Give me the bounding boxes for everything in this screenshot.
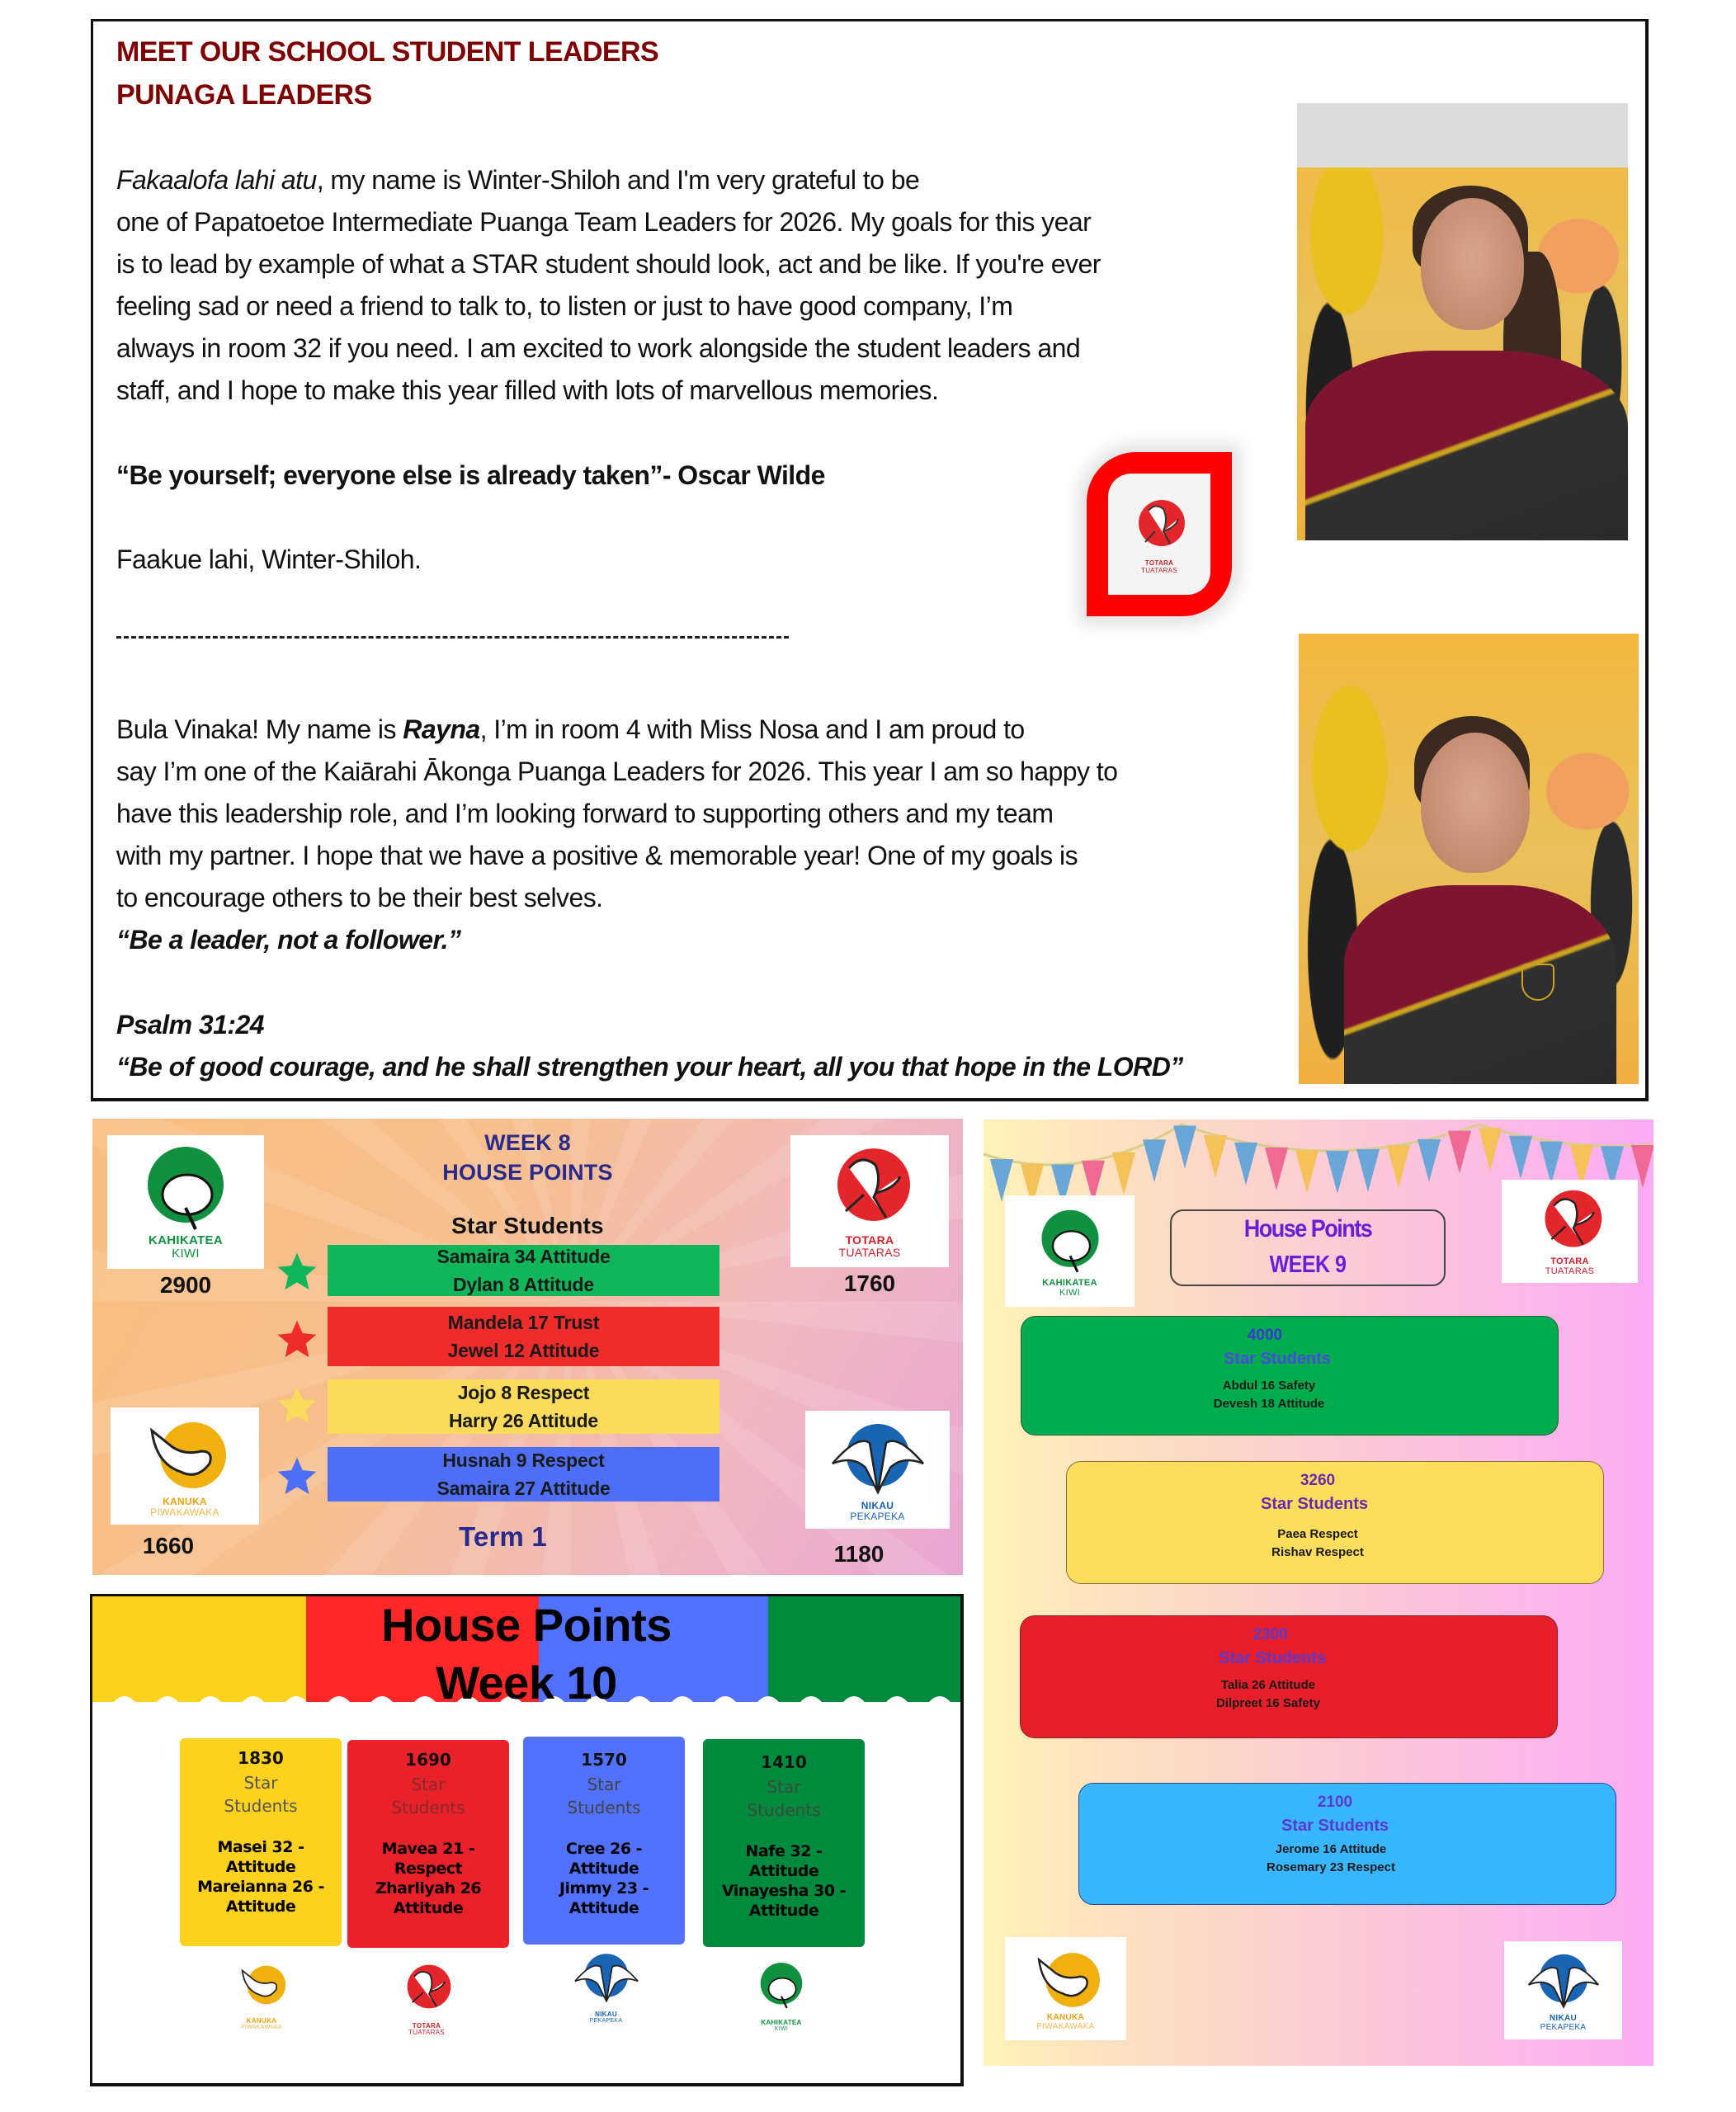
totara-logo-small <box>381 1959 472 2037</box>
fantail-icon <box>1025 1946 1107 2014</box>
text-label: 2100 <box>1317 1794 1353 1811</box>
text-label: Star <box>243 1773 278 1793</box>
text-label: Jerome 16 Attitude <box>1275 1842 1387 1856</box>
house-card-totara <box>1020 1615 1558 1738</box>
text-label: TOTARA <box>1144 559 1174 568</box>
text-label: Dilpreet 16 Safety <box>1216 1696 1320 1710</box>
text-label: Students <box>391 1798 465 1817</box>
leader1-line: always in room 32 if you need. I am excited to work alongside the student leaders and <box>116 333 1081 363</box>
text-label: Attitude <box>748 1862 819 1880</box>
bunting-flag <box>1509 1136 1532 1179</box>
kanuka-total: 1660 <box>142 1533 195 1558</box>
section-subheading: PUNAGA LEADERS <box>116 79 372 111</box>
leader2-line: say I’m one of the Kaiārahi Ākonga Puanga Leaders for 2026. This year I am so happy to <box>116 757 1118 786</box>
totara-house-badge <box>1087 452 1232 616</box>
bat-icon <box>1522 1949 1605 2015</box>
text-label: KIWI <box>1059 1287 1081 1298</box>
bunting-flag <box>1540 1142 1563 1185</box>
kanuka-logo-small <box>212 1956 311 2031</box>
bunting-flag <box>1356 1149 1380 1192</box>
bunting-flag <box>1173 1125 1196 1168</box>
text-label: 3260 <box>1300 1472 1336 1489</box>
totara-tuataras-logo <box>1502 1180 1638 1283</box>
kiwi-icon <box>136 1143 235 1234</box>
text-label: 4000 <box>1247 1327 1283 1344</box>
text-label: 2300 <box>1252 1626 1288 1643</box>
section-heading: MEET OUR SCHOOL STUDENT LEADERS <box>116 36 659 68</box>
text-label: KIWI <box>774 2026 789 2033</box>
star-students-bar <box>328 1379 719 1434</box>
kanuka-piwakawaka-logo <box>111 1407 259 1525</box>
text-label: KAHIKATEA <box>1042 1277 1097 1288</box>
star-icon <box>274 1249 320 1295</box>
text-label: PEKAPEKA <box>1540 2022 1587 2032</box>
text-label: NIKAU <box>595 2011 617 2018</box>
kahikatea-logo-small <box>736 1956 827 2033</box>
text-label: Mandela 17 Trust <box>447 1312 600 1333</box>
text-label: TUATARAS <box>1545 1266 1595 1276</box>
bunting-flag <box>1234 1143 1257 1186</box>
nikau-total: 1180 <box>833 1541 885 1567</box>
star-icon <box>274 1383 320 1429</box>
bunting-flag <box>1295 1150 1319 1193</box>
text-label: Cree 26 - <box>565 1840 643 1858</box>
house-card-kahikatea <box>703 1739 865 1947</box>
text-label: Students <box>567 1798 641 1817</box>
text-label: Attitude <box>568 1860 639 1878</box>
text-label: Bula Vinaka! My name is <box>116 714 403 744</box>
text-label: NIKAU <box>1549 2014 1578 2023</box>
text-label: Harry 26 Attitude <box>448 1410 599 1431</box>
leader1-line: is to lead by example of what a STAR student should look, act and be like. If you're ever <box>116 249 1101 279</box>
text-label: KIWI <box>172 1247 200 1261</box>
leader1-line: staff, and I hope to make this year filled with lots of marvellous memories. <box>116 375 939 405</box>
text-label: Attitude <box>568 1899 639 1917</box>
verse-text: “Be of good courage, and he shall strengthen your heart, all you that hope in the LORD” <box>116 1052 1183 1082</box>
leader2-line <box>116 713 1025 746</box>
star-icon <box>274 1317 320 1363</box>
text-label: Attitude <box>225 1898 296 1916</box>
text-label: Students <box>224 1796 298 1816</box>
star-icon <box>274 1454 320 1500</box>
star-students-bar <box>328 1447 719 1502</box>
text-label: Jewel 12 Attitude <box>447 1340 600 1361</box>
bunting-flag <box>1112 1153 1135 1195</box>
text-label: Mareianna 26 - <box>197 1878 324 1896</box>
totara-tuataras-logo <box>790 1135 949 1267</box>
verse-reference: Psalm 31:24 <box>116 1010 264 1040</box>
text-label: Samaira 34 Attitude <box>436 1246 611 1267</box>
text-label: Star Students <box>1223 1350 1332 1368</box>
text-label: 1830 <box>238 1748 284 1768</box>
bunting-flag <box>1448 1131 1471 1174</box>
text-label: KAHIKATEA <box>149 1233 223 1248</box>
leader2-name: Rayna <box>403 714 480 744</box>
leader1-quote: “Be yourself; everyone else is already taken”- Oscar Wilde <box>116 460 825 490</box>
text-label: Star <box>587 1775 621 1794</box>
text-label: PEKAPEKA <box>589 2018 623 2025</box>
kiwi-icon <box>1033 1204 1107 1279</box>
week10-title: House Points <box>381 1599 672 1651</box>
star-students-bar <box>328 1307 719 1366</box>
text-label: PIWAKAWAKA <box>1036 2021 1095 2031</box>
bunting-flag <box>1204 1135 1227 1178</box>
text-label: Talia 26 Attitude <box>1220 1678 1316 1692</box>
text-label: Vinayesha 30 - <box>721 1882 847 1900</box>
week9-title: House Points <box>1243 1214 1372 1242</box>
text-label: Zharliyah 26 <box>375 1879 482 1898</box>
text-label: Masei 32 - <box>217 1838 304 1856</box>
text-label: 1570 <box>581 1750 627 1770</box>
bunting-flag <box>1479 1128 1502 1171</box>
house-card-nikau <box>523 1737 685 1945</box>
house-card-nikau <box>1078 1783 1616 1905</box>
house-card-kahikatea <box>1021 1316 1559 1436</box>
text-label: , I’m in room 4 with Miss Nosa and I am proud to <box>479 714 1025 744</box>
totara-total: 1760 <box>843 1270 896 1296</box>
nikau-logo-small <box>559 1949 653 2025</box>
kiwi-icon <box>754 1956 809 2015</box>
text-label: Star Students <box>1260 1495 1369 1513</box>
bunting-flag <box>1418 1139 1441 1182</box>
text-label: KANUKA <box>246 2017 277 2025</box>
leader1-line <box>116 163 919 196</box>
bunting-flag <box>1387 1145 1410 1188</box>
text-label: Paea Respect <box>1277 1527 1358 1541</box>
text-label: TUATARAS <box>408 2029 445 2037</box>
text-label: Jimmy 23 - <box>559 1879 649 1898</box>
tuatara-icon <box>399 1959 454 2019</box>
fantail-icon <box>233 1956 290 2014</box>
text-label: Star Students <box>1218 1649 1327 1667</box>
week9-house-points-panel <box>984 1120 1653 2066</box>
text-label: Respect <box>394 1860 463 1878</box>
text-label: Samaira 27 Attitude <box>436 1478 611 1499</box>
text-label: Abdul 16 Safety <box>1222 1379 1316 1393</box>
leader2-line: have this leadership role, and I’m looking forward to supporting others and my team <box>116 799 1054 828</box>
nikau-pekapeka-logo <box>1504 1941 1622 2039</box>
leader2-line: with my partner. I hope that we have a positive & memorable year! One of my goals is <box>116 841 1078 870</box>
bat-icon <box>569 1949 644 2007</box>
leader2-photo <box>1299 634 1639 1084</box>
text-label: Attitude <box>748 1902 819 1920</box>
text-label: , my name is Winter-Shiloh and I'm very grateful to be <box>316 165 920 195</box>
leader1-signoff: Faakue lahi, Winter-Shiloh. <box>116 544 422 574</box>
bunting-flag <box>1143 1139 1166 1182</box>
house-card-kanuka <box>180 1738 342 1946</box>
text-label: Nafe 32 - <box>745 1842 823 1860</box>
leader2-line: to encourage others to be their best selves. <box>116 883 603 912</box>
text-label: Mavea 21 - <box>381 1840 475 1858</box>
school-crest-icon <box>1521 964 1554 1001</box>
text-label: Husnah 9 Respect <box>442 1450 605 1471</box>
text-label: TUATARAS <box>1141 566 1177 574</box>
week8-house-points-panel <box>92 1119 963 1575</box>
week10-subtitle: Week 10 <box>436 1657 617 1709</box>
text-label: KANUKA <box>163 1496 207 1508</box>
tuatara-icon <box>1533 1186 1607 1257</box>
term-label: Term 1 <box>459 1521 547 1552</box>
text-label: PIWAKAWAKA <box>240 2025 283 2031</box>
text-label: Devesh 18 Attitude <box>1213 1397 1325 1411</box>
kahikatea-kiwi-logo <box>107 1135 264 1269</box>
text-label: PIWAKAWAKA <box>150 1506 219 1518</box>
text-label: Attitude <box>225 1858 296 1876</box>
week10-house-points-panel <box>90 1594 964 2086</box>
text-label: TOTARA <box>412 2022 441 2030</box>
nikau-pekapeka-logo <box>805 1411 950 1529</box>
house-card-totara <box>347 1740 509 1948</box>
text-label: 1410 <box>761 1752 807 1772</box>
text-label: Star <box>411 1775 446 1794</box>
text-label: TUATARAS <box>838 1246 901 1259</box>
text-label: PEKAPEKA <box>850 1510 905 1522</box>
week8-subtitle: HOUSE POINTS <box>442 1160 613 1185</box>
week8-title: WEEK 8 <box>484 1130 571 1155</box>
bunting-flag <box>1265 1148 1288 1190</box>
leader1-line: feeling sad or need a friend to talk to, to listen or just to have good company, I’m <box>116 291 1013 321</box>
text-label: Star <box>767 1777 801 1797</box>
text-label: Star Students <box>1281 1817 1389 1835</box>
text-label: TOTARA <box>845 1233 894 1247</box>
text-label: Jojo 8 Respect <box>457 1382 590 1403</box>
leader1-greeting: Fakaalofa lahi atu <box>116 165 317 195</box>
text-label: 1690 <box>405 1750 451 1770</box>
text-label: Students <box>747 1800 821 1820</box>
text-label: Rosemary 23 Respect <box>1267 1860 1395 1874</box>
text-label: NIKAU <box>861 1499 894 1511</box>
week9-title-box <box>1170 1209 1446 1286</box>
week9-subtitle: WEEK 9 <box>1269 1251 1347 1279</box>
star-students-bar <box>328 1245 719 1296</box>
tuatara-icon <box>824 1143 915 1234</box>
tuatara-icon <box>1130 494 1188 560</box>
kahikatea-kiwi-logo <box>1005 1195 1135 1307</box>
text-label: Rishav Respect <box>1271 1545 1364 1559</box>
bat-icon <box>824 1418 932 1501</box>
text-label: Dylan 8 Attitude <box>452 1274 595 1295</box>
leader2-quote: “Be a leader, not a follower.” <box>116 925 461 955</box>
text-label: TOTARA <box>1550 1256 1589 1266</box>
text-label: KANUKA <box>1046 2013 1085 2022</box>
leader1-photo <box>1297 103 1628 540</box>
bunting-flag <box>1326 1151 1349 1194</box>
fantail-icon <box>135 1414 234 1497</box>
section-divider <box>116 636 789 639</box>
text-label: Attitude <box>393 1899 464 1917</box>
leader1-line: one of Papatoetoe Intermediate Puanga Team Leaders for 2026. My goals for this year <box>116 207 1092 237</box>
kanuka-piwakawaka-logo <box>1005 1937 1126 2040</box>
house-card-kanuka <box>1066 1461 1604 1584</box>
text-label: KAHIKATEA <box>761 2019 802 2026</box>
star-students-heading: Star Students <box>451 1213 604 1238</box>
kahikatea-total: 2900 <box>159 1272 212 1298</box>
